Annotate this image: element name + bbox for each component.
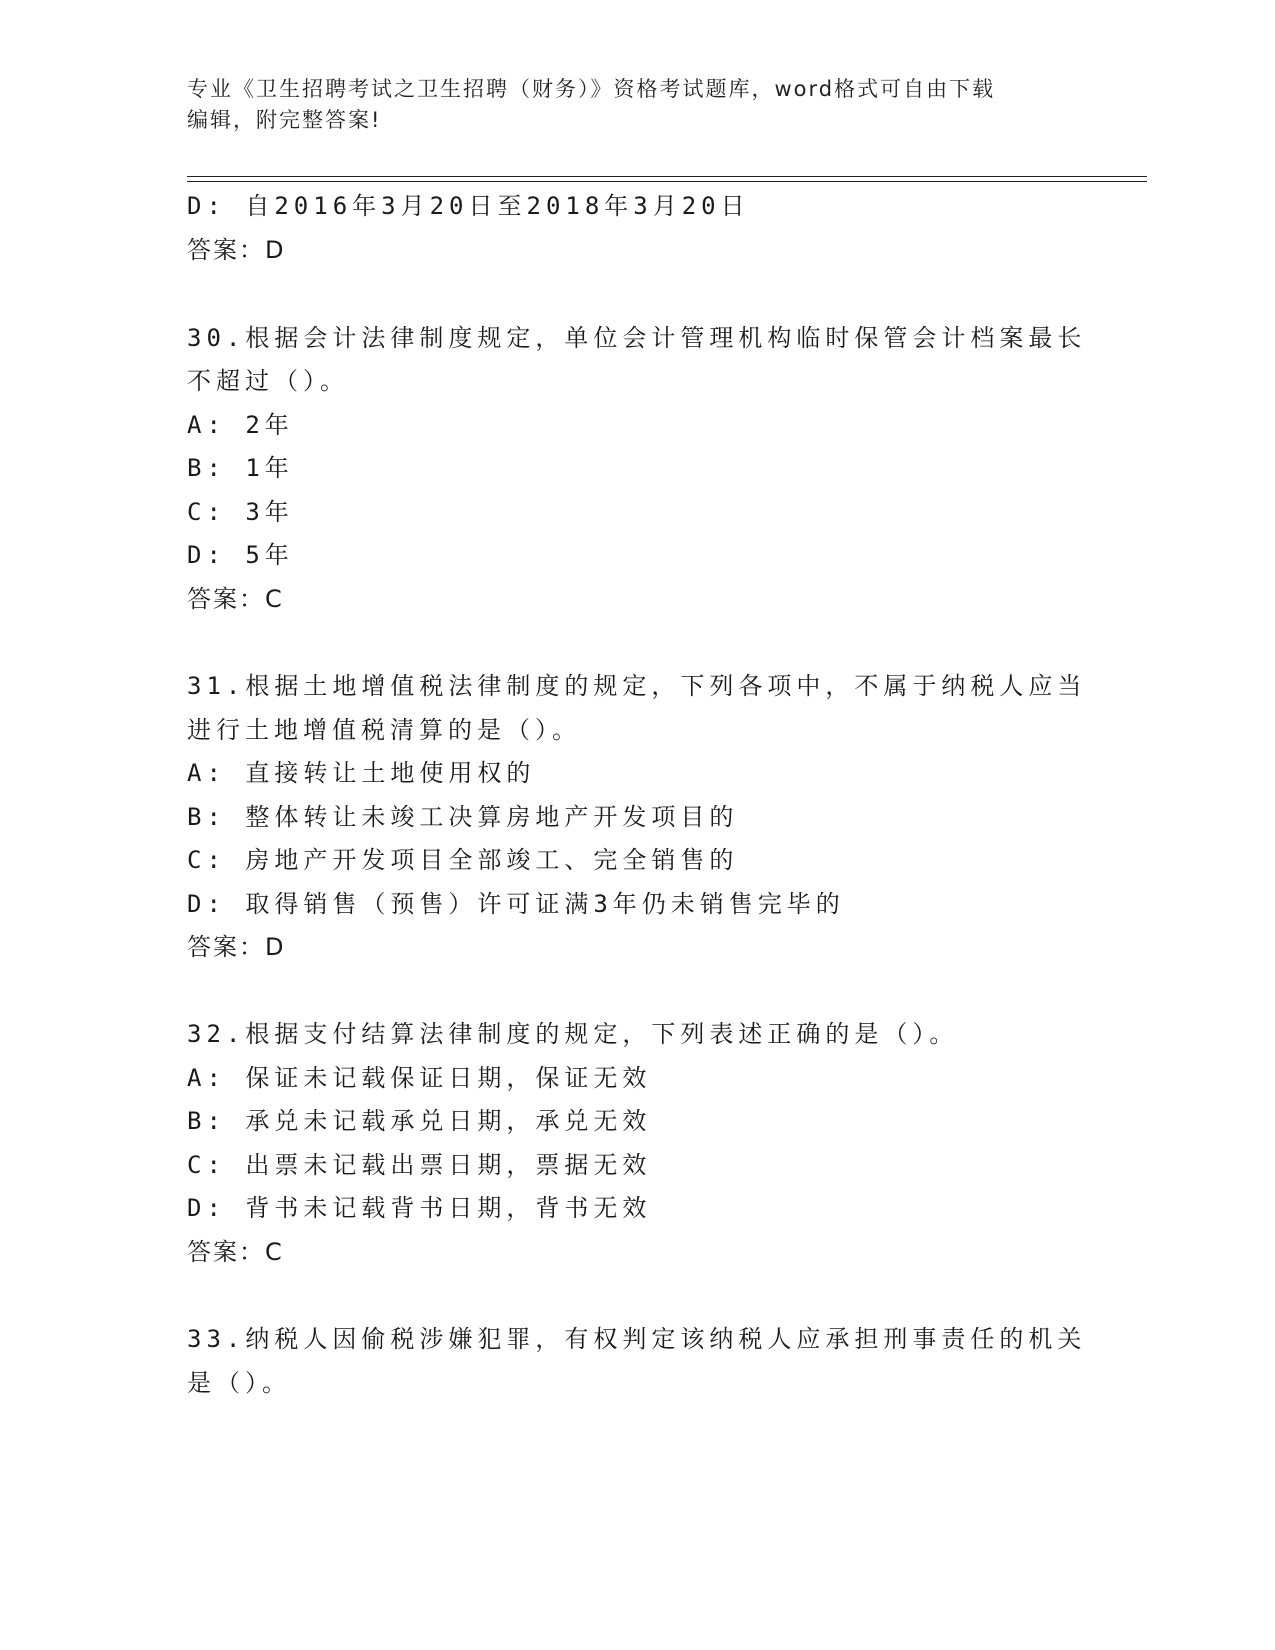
question-30-cont: 不超过（）。	[187, 367, 349, 395]
header-line-2: 编辑，附完整答案!	[187, 108, 382, 132]
document-header	[187, 74, 1087, 136]
option-d-q32: D: 背书未记载背书日期，背书无效	[187, 1194, 652, 1222]
question-30: 30.根据会计法律制度规定，单位会计管理机构临时保管会计档案最长	[187, 324, 1087, 352]
option-d-q30: D: 5年	[187, 541, 294, 569]
answer-q29: 答案：D	[187, 236, 286, 264]
question-33-cont: 是（）。	[187, 1369, 291, 1397]
option-b-q31: B: 整体转让未竣工决算房地产开发项目的	[187, 803, 739, 831]
answer-q32: 答案：C	[187, 1238, 284, 1266]
question-31: 31.根据土地增值税法律制度的规定，下列各项中，不属于纳税人应当	[187, 672, 1087, 700]
header-line-1: 专业《卫生招聘考试之卫生招聘（财务）》资格考试题库，word格式可自由下载	[187, 77, 996, 101]
option-a-q30: A: 2年	[187, 411, 294, 439]
question-32: 32.根据支付结算法律制度的规定，下列表述正确的是（）。	[187, 1020, 959, 1048]
option-a-q32: A: 保证未记载保证日期，保证无效	[187, 1064, 652, 1092]
option-c-q31: C: 房地产开发项目全部竣工、完全销售的	[187, 846, 739, 874]
option-c-q30: C: 3年	[187, 498, 294, 526]
answer-q30: 答案：C	[187, 585, 284, 613]
header-divider-bottom	[187, 181, 1147, 182]
option-a-q31: A: 直接转让土地使用权的	[187, 759, 536, 787]
option-d-q29: D: 自2016年3月20日至2018年3月20日	[187, 192, 750, 220]
option-b-q32: B: 承兑未记载承兑日期，承兑无效	[187, 1107, 652, 1135]
option-b-q30: B: 1年	[187, 454, 294, 482]
header-divider-top	[187, 176, 1147, 177]
question-31-cont: 进行土地增值税清算的是（）。	[187, 716, 581, 744]
option-c-q32: C: 出票未记载出票日期，票据无效	[187, 1151, 652, 1179]
answer-q31: 答案：D	[187, 933, 286, 961]
option-d-q31: D: 取得销售（预售）许可证满3年仍未销售完毕的	[187, 890, 845, 918]
question-33: 33.纳税人因偷税涉嫌犯罪，有权判定该纳税人应承担刑事责任的机关	[187, 1325, 1087, 1353]
